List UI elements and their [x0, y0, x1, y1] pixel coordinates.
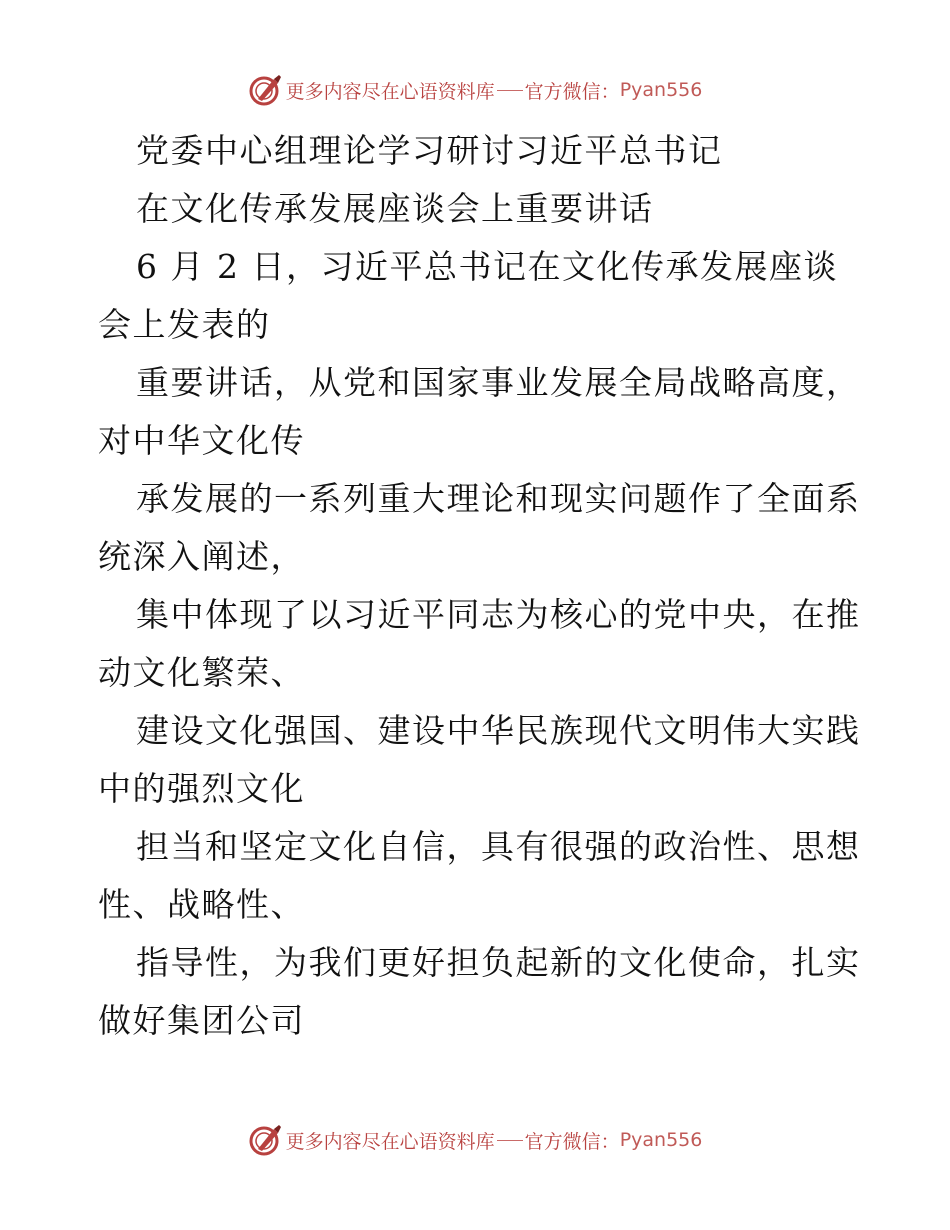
document-line: 做好集团公司: [98, 1001, 305, 1040]
watermark-wechat-label: 官方微信：: [524, 80, 620, 103]
document-line: 承发展的一系列重大理论和现实问题作了全面系: [136, 479, 861, 518]
document-line: 建设文化强国、建设中华民族现代文明伟大实践: [136, 711, 861, 750]
document-line: 指导性，为我们更好担负起新的文化使命，扎实: [136, 943, 861, 982]
watermark-dash: [497, 1140, 523, 1141]
document-line: 重要讲话，从党和国家事业发展全局战略高度，: [136, 363, 861, 402]
footer-watermark: [0, 1122, 950, 1158]
watermark-wechat-id: Pyan556: [619, 79, 703, 101]
watermark-text: 更多内容尽在心语资料库: [285, 80, 495, 103]
header-watermark: [0, 72, 950, 108]
document-line: 性、战略性、: [98, 885, 305, 924]
document-line: 会上发表的: [98, 305, 271, 344]
document-line: 统深入阐述，: [98, 537, 305, 576]
document-line: 动文化繁荣、: [98, 653, 305, 692]
watermark-dash: [497, 90, 523, 91]
document-line: 在文化传承发展座谈会上重要讲话: [136, 189, 654, 228]
document-line: 中的强烈文化: [98, 769, 305, 808]
watermark-wechat-label: 官方微信：: [524, 1130, 620, 1153]
document-line: 党委中心组理论学习研讨习近平总书记: [136, 131, 723, 170]
document-line: 担当和坚定文化自信，具有很强的政治性、思想: [136, 827, 861, 866]
watermark-wechat-id: Pyan556: [619, 1129, 703, 1151]
document-line: 6 月 2 日，习近平总书记在文化传承发展座谈: [136, 247, 838, 286]
pen-nib-logo-icon: [248, 1123, 282, 1157]
document-body: [98, 122, 861, 1050]
watermark-text: 更多内容尽在心语资料库: [285, 1130, 495, 1153]
document-line: 对中华文化传: [98, 421, 305, 460]
document-line: 集中体现了以习近平同志为核心的党中央，在推: [136, 595, 861, 634]
pen-nib-logo-icon: [248, 73, 282, 107]
